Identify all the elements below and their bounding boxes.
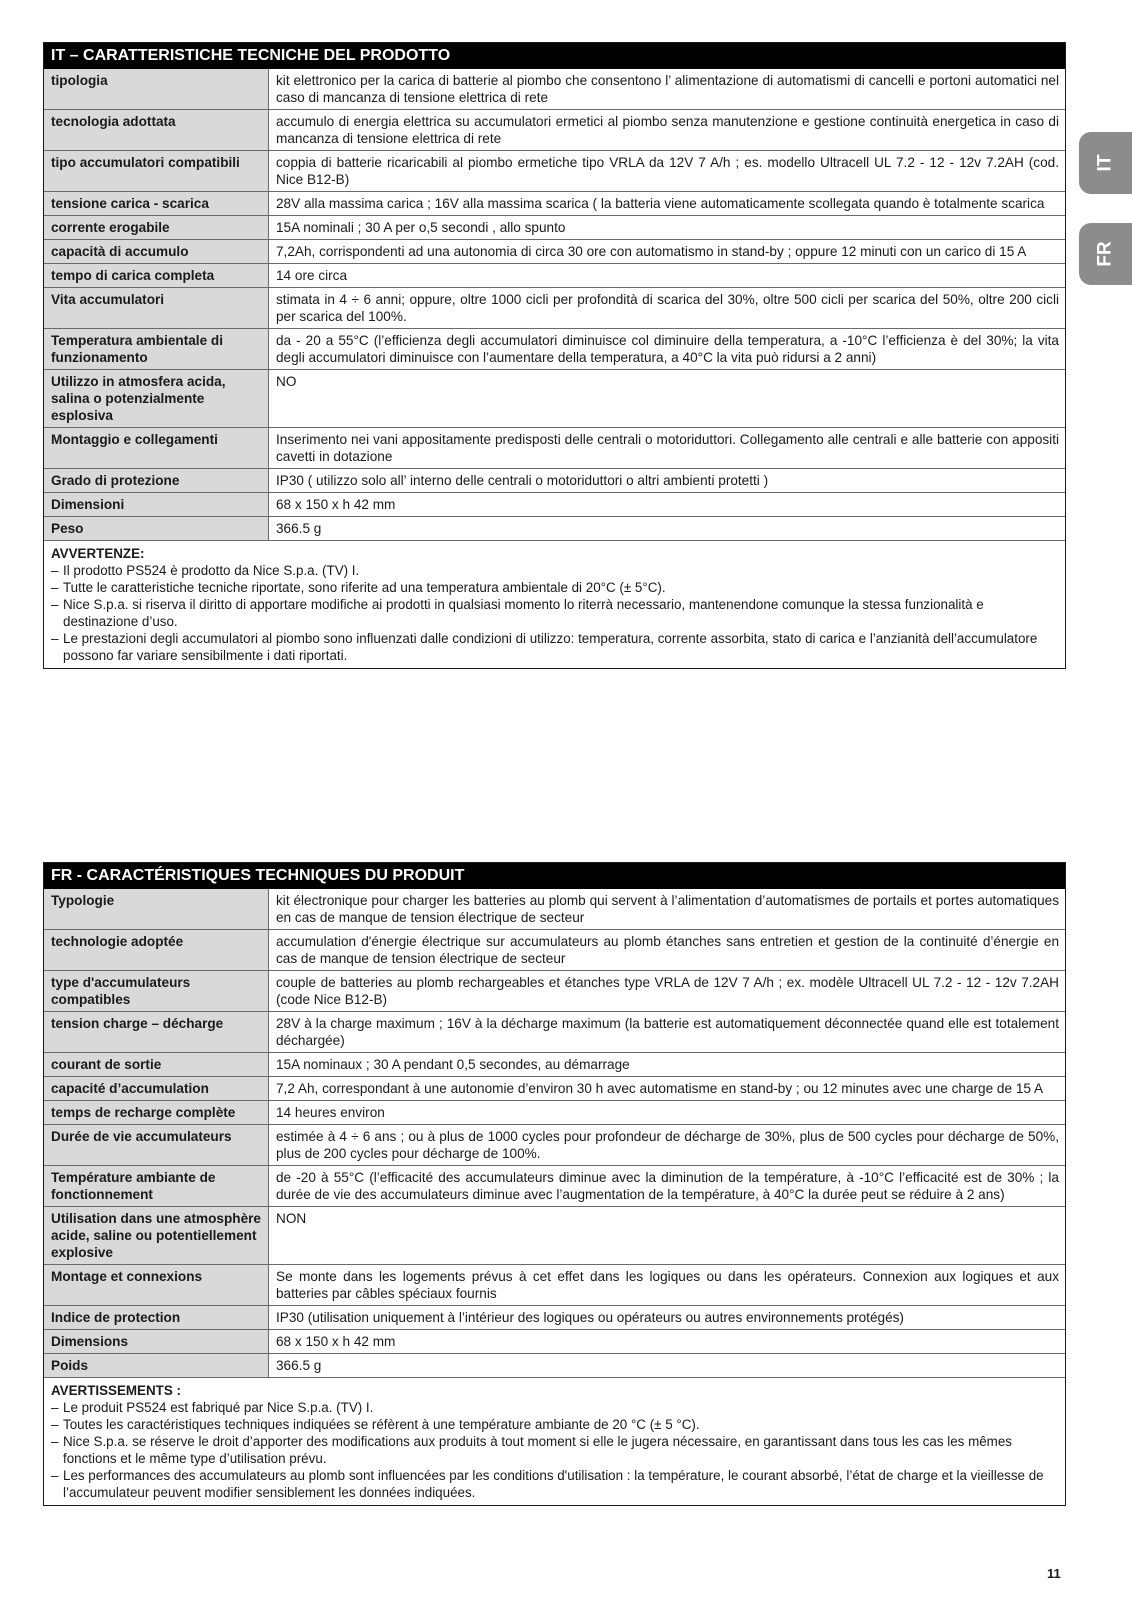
table-row — [44, 1207, 1065, 1265]
section-title: IT – CARATTERISTICHE TECNICHE DEL PRODOTTO — [44, 43, 1065, 69]
spec-label: tensione carica - scarica — [44, 192, 269, 216]
spec-value: 28V à la charge maximum ; 16V à la décharge maximum (la batterie est automatiquement déconnectée quand elle est totalement déchargée) — [269, 1012, 1066, 1053]
spec-value: 366.5 g — [269, 517, 1066, 541]
warnings-block — [44, 1378, 1065, 1505]
spec-label: temps de recharge complète — [44, 1101, 269, 1125]
warning-item: – Toutes les caractéristiques techniques indiquées se réfèrent à une température ambiante de 20 °C (± 5 °C). — [51, 1416, 1057, 1433]
table-row — [44, 930, 1065, 971]
spec-label: Indice de protection — [44, 1306, 269, 1330]
spec-label: Durée de vie accumulateurs — [44, 1125, 269, 1166]
spec-value: kit elettronico per la carica di batterie al piombo che consentono l’ alimentazione di automatismi di cancelli e portoni automatici nel caso di mancanza di tensione elettrica di rete — [269, 69, 1066, 110]
spec-label: Temperatura ambientale di funzionamento — [44, 329, 269, 370]
warnings-block — [44, 541, 1065, 668]
warnings-list — [51, 562, 1057, 664]
spec-value: kit électronique pour charger les batteries au plomb qui servent à l’alimentation d’automatismes de portails et portes automatiques en cas de manque de tension électrique de secteur — [269, 889, 1066, 930]
table-row — [44, 517, 1065, 541]
spec-label: courant de sortie — [44, 1053, 269, 1077]
warnings-list — [51, 1399, 1057, 1501]
table-row — [44, 889, 1065, 930]
spec-label: tipo accumulatori compatibili — [44, 151, 269, 192]
spec-value: IP30 ( utilizzo solo all’ interno delle centrali o motoriduttori o altri ambienti protetti ) — [269, 469, 1066, 493]
spec-label: Poids — [44, 1354, 269, 1378]
spec-value: 14 ore circa — [269, 264, 1066, 288]
spec-value: stimata in 4 ÷ 6 anni; oppure, oltre 1000 cicli per profondità di scarica del 30%, oltre 500 cicli per scarica del 50%, oltre 200 cicli per scarica del 100%. — [269, 288, 1066, 329]
spec-label: Dimensioni — [44, 493, 269, 517]
language-tab-label: FR — [1094, 241, 1116, 267]
spec-value: accumulo di energia elettrica su accumulatori ermetici al piombo senza manutenzione e gestione continuità energetica in caso di mancanza di tensione elettrica di rete — [269, 110, 1066, 151]
spec-value: Se monte dans les logements prévus à cet effet dans les logiques ou dans les opérateurs. Connexion aux logiques et aux batteries par câbles spéciaux fournis — [269, 1265, 1066, 1306]
spec-label: Utilizzo in atmosfera acida, salina o potenzialmente esplosiva — [44, 370, 269, 428]
warnings-title: AVERTISSEMENTS : — [51, 1383, 181, 1398]
spec-value: Inserimento nei vani appositamente predisposti delle centrali o motoriduttori. Collegamento alle centrali e alle batterie con appositi cavetti in dotazione — [269, 428, 1066, 469]
spec-label: Peso — [44, 517, 269, 541]
table-row — [44, 1306, 1065, 1330]
table-row — [44, 1166, 1065, 1207]
spec-label: technologie adoptée — [44, 930, 269, 971]
spec-value: IP30 (utilisation uniquement à l’intérieur des logiques ou opérateurs ou autres environnements protégés) — [269, 1306, 1066, 1330]
spec-label: capacité d’accumulation — [44, 1077, 269, 1101]
spec-label: Vita accumulatori — [44, 288, 269, 329]
table-row — [44, 288, 1065, 329]
spec-label: tension charge – décharge — [44, 1012, 269, 1053]
language-tab-it[interactable] — [1079, 132, 1132, 194]
spec-label: capacità di accumulo — [44, 240, 269, 264]
spec-value: 7,2 Ah, correspondant à une autonomie d’environ 30 h avec automatisme en stand-by ; ou 12 minutes avec une charge de 15 A — [269, 1077, 1066, 1101]
table-row — [44, 1101, 1065, 1125]
spec-value: NON — [269, 1207, 1066, 1265]
table-row — [44, 110, 1065, 151]
spec-value: estimée à 4 ÷ 6 ans ; ou à plus de 1000 cycles pour profondeur de décharge de 30%, plus de 500 cycles pour décharge de 50%, plus de 200 cycles pour décharge de 100%. — [269, 1125, 1066, 1166]
spec-value: coppia di batterie ricaricabili al piombo ermetiche tipo VRLA da 12V 7 A/h ; es. modello Ultracell UL 7.2 - 12 - 12v 7.2AH (cod. Nice B12-B) — [269, 151, 1066, 192]
spec-section-it — [43, 42, 1066, 669]
table-row — [44, 1125, 1065, 1166]
language-tab-label: IT — [1094, 154, 1116, 172]
spec-label: Typologie — [44, 889, 269, 930]
warning-item: – Le produit PS524 est fabriqué par Nice S.p.a. (TV) I. — [51, 1399, 1057, 1416]
table-row — [44, 469, 1065, 493]
spec-value: de -20 à 55°C (l’efficacité des accumulateurs diminue avec la diminution de la température, à -10°C l’efficacité est de 30% ; la durée de vie des accumulateurs diminue avec l’augmentation de la température, à 40°C la durée peut se réduire à 2 ans) — [269, 1166, 1066, 1207]
page-number: 11 — [1047, 1566, 1061, 1581]
warning-item: – Tutte le caratteristiche tecniche riportate, sono riferite ad una temperatura ambientale di 20°C (± 5°C). — [51, 579, 1057, 596]
spec-value: 366.5 g — [269, 1354, 1066, 1378]
table-row — [44, 151, 1065, 192]
table-row — [44, 1077, 1065, 1101]
spec-value: accumulation d'énergie électrique sur accumulateurs au plomb étanches sans entretien et gestion de la continuité d’énergie en cas de manque de tension électrique de secteur — [269, 930, 1066, 971]
spec-label: Montaggio e collegamenti — [44, 428, 269, 469]
spec-label: Grado di protezione — [44, 469, 269, 493]
table-row — [44, 1265, 1065, 1306]
warning-item: – Nice S.p.a. se réserve le droit d’apporter des modifications aux produits à tout moment si elle le jugera nécessaire, en garantissant dans tous les cas les mêmes fonctions et le même type d’utilisation prévu. — [51, 1433, 1057, 1467]
spec-value: 15A nominali ; 30 A per o,5 secondi , allo spunto — [269, 216, 1066, 240]
warning-item: – Le prestazioni degli accumulatori al piombo sono influenzati dalle condizioni di utilizzo: temperatura, corrente assorbita, stato di carica e l’anzianità dell’accumulatore possono far variare sensibilmente i dati riportati. — [51, 630, 1057, 664]
table-row — [44, 1012, 1065, 1053]
spec-label: tipologia — [44, 69, 269, 110]
spec-label: Dimensions — [44, 1330, 269, 1354]
table-row — [44, 1053, 1065, 1077]
table-row — [44, 428, 1065, 469]
spec-label: Température ambiante de fonctionnement — [44, 1166, 269, 1207]
table-row — [44, 216, 1065, 240]
spec-section-fr — [43, 862, 1066, 1506]
table-row — [44, 971, 1065, 1012]
spec-value: 7,2Ah, corrispondenti ad una autonomia di circa 30 ore con automatismo in stand-by ; oppure 12 minuti con un carico di 15 A — [269, 240, 1066, 264]
spec-label: tempo di carica completa — [44, 264, 269, 288]
table-row — [44, 329, 1065, 370]
spec-value: NO — [269, 370, 1066, 428]
spec-value: 68 x 150 x h 42 mm — [269, 1330, 1066, 1354]
table-row — [44, 1354, 1065, 1378]
spec-value: 68 x 150 x h 42 mm — [269, 493, 1066, 517]
table-row — [44, 370, 1065, 428]
warning-item: – Les performances des accumulateurs au plomb sont influencées par les conditions d'utilisation : la température, le courant absorbé, l’état de charge et la vieillesse de l’accumulateur peuvent modifier sensiblement les données indiquées. — [51, 1467, 1057, 1501]
section-title: FR - CARACTÉRISTIQUES TECHNIQUES DU PRODUIT — [44, 863, 1065, 889]
spec-label: corrente erogabile — [44, 216, 269, 240]
warning-item: – Nice S.p.a. si riserva il diritto di apportare modifiche ai prodotti in qualsiasi momento lo riterrà necessario, mantenendone comunque la stessa funzionalità e destinazione d’uso. — [51, 596, 1057, 630]
spec-value: 14 heures environ — [269, 1101, 1066, 1125]
spec-value: 28V alla massima carica ; 16V alla massima scarica ( la batteria viene automaticamente scollegata quando è totalmente scarica — [269, 192, 1066, 216]
spec-value: 15A nominaux ; 30 A pendant 0,5 secondes, au démarrage — [269, 1053, 1066, 1077]
table-row — [44, 192, 1065, 216]
spec-label: Utilisation dans une atmosphère acide, saline ou potentiellement explosive — [44, 1207, 269, 1265]
spec-value: da - 20 a 55°C (l’efficienza degli accumulatori diminuisce col diminuire della temperatura, a -10°C l’efficienza è del 30%; la vita degli accumulatori diminuisce con l’aumentare della temperatura, a 40°C la vita può ridursi a 2 anni) — [269, 329, 1066, 370]
warning-item: – Il prodotto PS524 è prodotto da Nice S.p.a. (TV) I. — [51, 562, 1057, 579]
table-row — [44, 493, 1065, 517]
spec-label: tecnologia adottata — [44, 110, 269, 151]
spec-table — [44, 69, 1065, 541]
table-row — [44, 240, 1065, 264]
spec-label: Montage et connexions — [44, 1265, 269, 1306]
table-row — [44, 264, 1065, 288]
table-row — [44, 1330, 1065, 1354]
warnings-title: AVVERTENZE: — [51, 546, 145, 561]
language-tab-fr[interactable] — [1079, 223, 1132, 285]
spec-label: type d'accumulateurs compatibles — [44, 971, 269, 1012]
spec-table — [44, 889, 1065, 1378]
spec-value: couple de batteries au plomb rechargeables et étanches type VRLA de 12V 7 A/h ; ex. modèle Ultracell UL 7.2 - 12 - 12v 7.2AH (code Nice B12-B) — [269, 971, 1066, 1012]
table-row — [44, 69, 1065, 110]
